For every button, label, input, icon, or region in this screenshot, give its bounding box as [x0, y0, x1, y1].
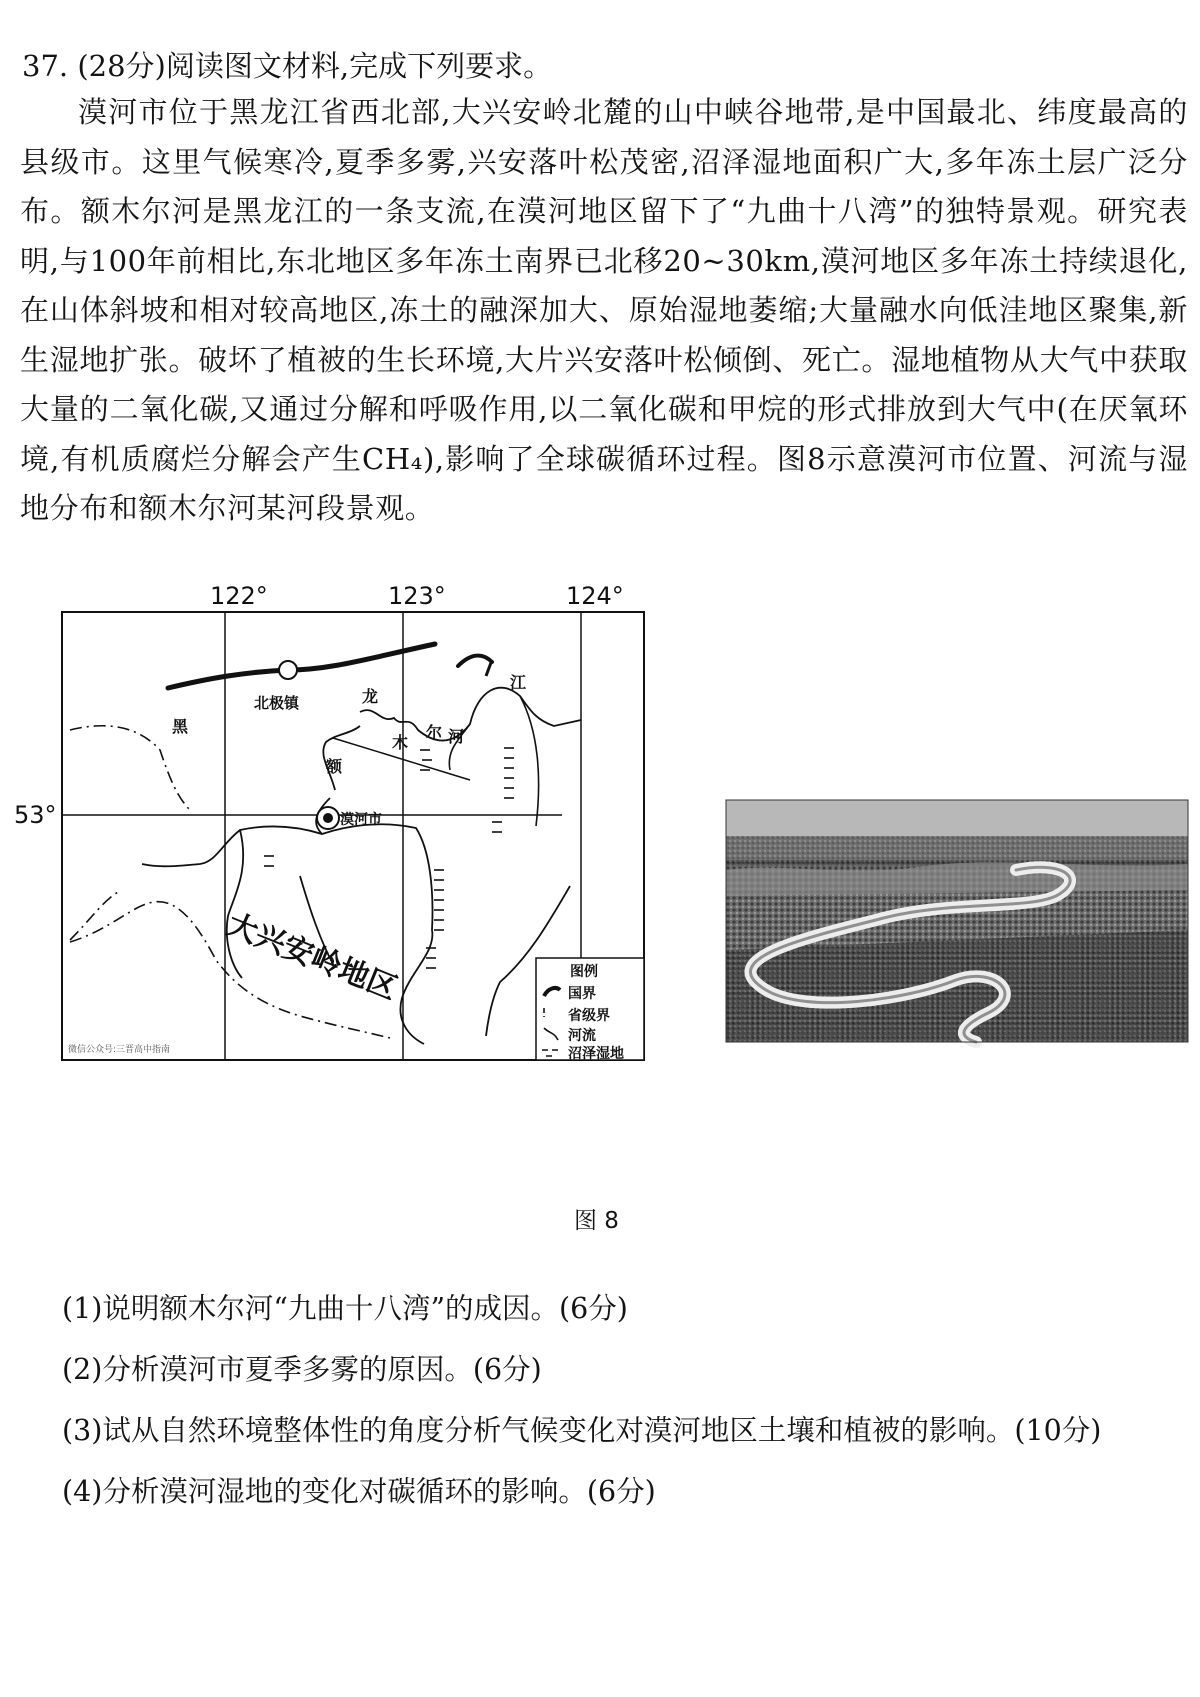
beiji-town-label: 北极镇 [254, 694, 300, 712]
national-border-tip [486, 660, 492, 676]
question-instruction: 阅读图文材料,完成下列要求。 [165, 49, 553, 83]
question-item-4: (4)分析漠河湿地的变化对碳循环的影响。(6分) [62, 1475, 656, 1508]
national-border [168, 644, 435, 688]
river-char-er: 尔 [426, 723, 443, 742]
figure-caption: 图 8 [574, 1208, 619, 1234]
provincial-border-north [70, 726, 190, 810]
mohe-city-marker-dot [323, 813, 333, 823]
legend-national-border: 国界 [568, 986, 596, 1002]
map-watermark: 微信公众号:三晋高中指南 [68, 1045, 171, 1055]
question-number: 37. [22, 49, 69, 83]
river-meander-aerial-photo [726, 800, 1188, 1042]
beiji-town-marker [279, 661, 297, 679]
river-char-e: 额 [326, 757, 343, 776]
longitude-label-123: 123° [388, 582, 446, 610]
longitude-label-122: 122° [210, 582, 268, 610]
map-legend [536, 958, 644, 1062]
river-char-long: 龙 [362, 687, 379, 706]
longitude-label-124: 124° [566, 582, 624, 610]
question-list [62, 1286, 1101, 1530]
question-item-1: (1)说明额木尔河“九曲十八湾”的成因。(6分) [62, 1292, 628, 1325]
question-item-3: (3)试从自然环境整体性的角度分析气候变化对漠河地区土壤和植被的影响。(10分) [62, 1414, 1102, 1447]
reading-passage: 漠河市位于黑龙江省西北部,大兴安岭北麓的山中峡谷地带,是中国最北、纬度最高的县级市。这里气候寒冷,夏季多雾,兴安落叶松茂密,沼泽湿地面积广大,多年冻土层广泛分布。额木尔河是黑龙江的一条支流,在漠河地区留下了“九曲十八湾”的独特景观。研究表明,与100年前相比,东北地区多年冻土南界已北移20~30km,漠河地区多年冻土持续退化,在山体斜坡和相对较高地区,冻土的融深加大、原始湿地萎缩;大量融水向低洼地区聚集,新生湿地扩张。破坏了植被的生长环境,大片兴安落叶松倾倒、死亡。湿地植物从大气中获取大量的二氧化碳,又通过分解和呼吸作用,以二氧化碳和甲烷的形式排放到大气中(在厌氧环境,有机质腐烂分解会产生CH₄),影响了全球碳循环过程。图8示意漠河市位置、河流与湿地分布和额木尔河某河段景观。 [20, 95, 1188, 525]
legend-title: 图例 [570, 964, 598, 980]
national-border-east [458, 656, 492, 666]
question-header [22, 44, 552, 85]
region-label: 大兴安岭地区 [222, 906, 403, 1007]
legend-swamp-wetland: 沼泽湿地 [568, 1046, 624, 1062]
river-west-branch [142, 827, 322, 867]
river-southwest [227, 830, 243, 978]
river-tributary-2 [316, 798, 432, 1044]
river-char-jiang: 江 [510, 673, 527, 692]
river-char-hei: 黑 [172, 717, 189, 736]
legend-provincial-border: 省级界 [568, 1008, 610, 1024]
latitude-label-53: 53° [14, 801, 57, 829]
question-item-2: (2)分析漠河市夏季多雾的原因。(6分) [62, 1353, 542, 1386]
legend-river: 河流 [568, 1028, 596, 1044]
mohe-city-label: 漠河市 [340, 812, 382, 828]
river-char-he: 河 [448, 727, 465, 746]
river-char-mu: 木 [392, 733, 409, 752]
mohe-location-map [14, 582, 710, 1150]
question-points: (28分) [77, 49, 166, 83]
